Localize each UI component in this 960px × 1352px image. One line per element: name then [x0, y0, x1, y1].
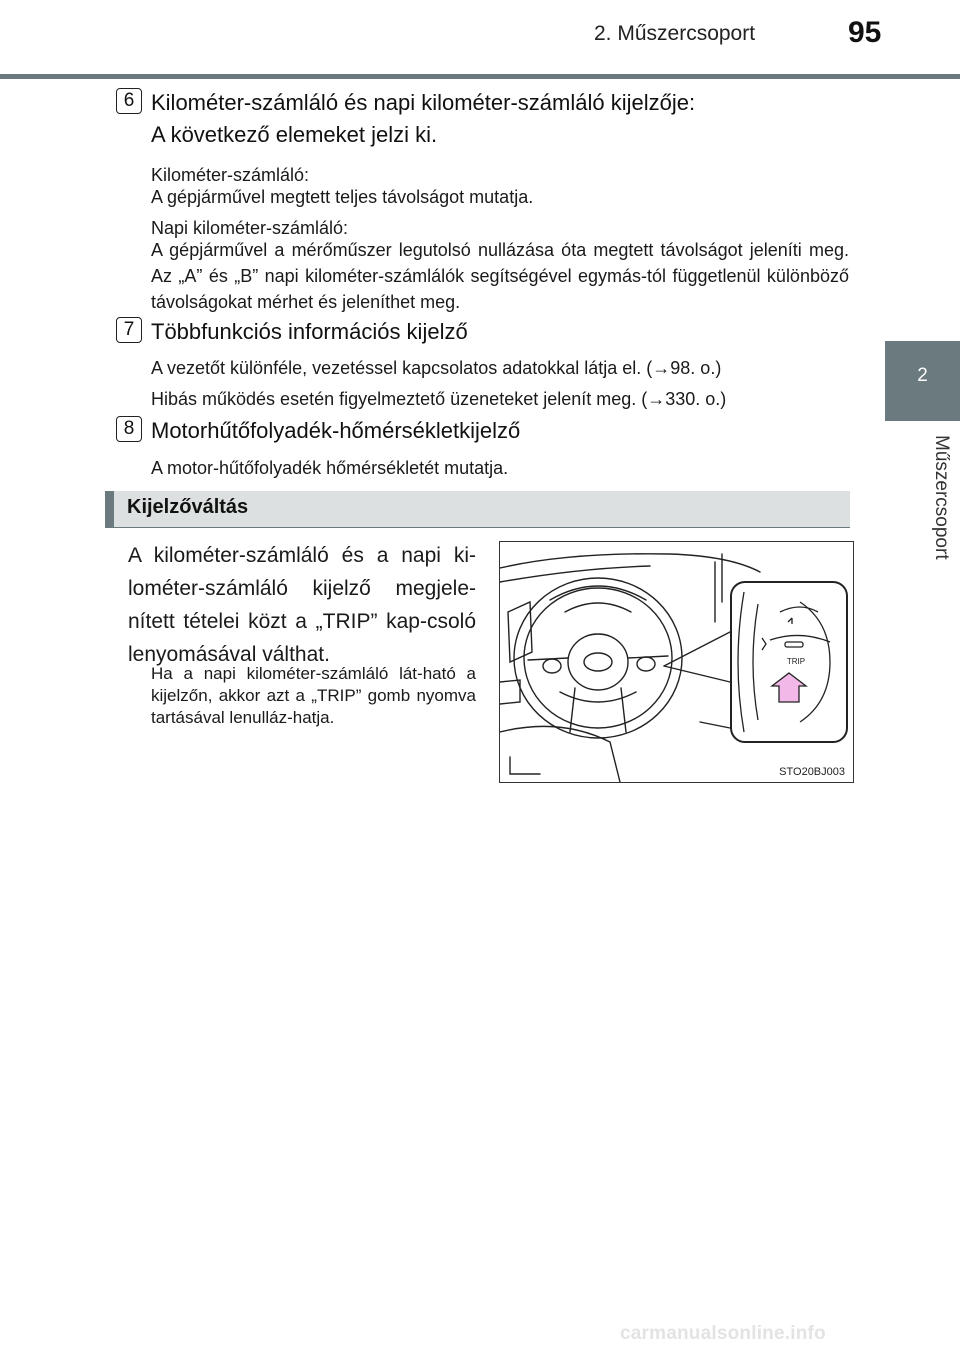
steering-wheel-drawing [500, 542, 853, 782]
item-6-odometer-label: Kilométer-számláló: [151, 165, 310, 185]
chapter-side-label-text: Műszercsoport [931, 435, 952, 560]
item-7-heading: Többfunkciós információs kijelző [151, 319, 468, 344]
chapter-tab [885, 341, 960, 421]
page-number: 95 [848, 16, 882, 49]
watermark: carmanualsonline.info [620, 1323, 826, 1344]
chapter-tab-number: 2 [917, 365, 928, 386]
section-header [105, 491, 850, 527]
item-badge-6: 6 [116, 88, 142, 114]
chapter-title: 2. Műszercsoport [594, 22, 756, 45]
figure-id: STO20BJ003 [779, 766, 845, 778]
section-title: Kijelzőváltás [127, 496, 249, 518]
item-7-text-2: Hibás működés esetén figyelmeztető üzeneteket jelenít meg. (→330. o.) [151, 389, 727, 409]
item-badge-8: 8 [116, 416, 142, 442]
section-note-text: Ha a napi kilométer-számláló lát-ható a kijelzőn, akkor azt a „TRIP” gomb nyomva tartásával lenulláz-hatja. [151, 664, 476, 727]
section-header-bar [105, 491, 114, 527]
item-badge-7: 7 [116, 317, 142, 343]
steering-wheel-illustration [499, 541, 854, 783]
item-6-heading: Kilométer-számláló és napi kilométer-számláló kijelzője: [151, 90, 696, 115]
header-rule [0, 74, 960, 79]
item-6-odometer-text: A gépjárművel megtett teljes távolságot mutatja. [151, 187, 534, 207]
section-rule [105, 527, 850, 528]
trip-button-label: TRIP [786, 657, 806, 666]
section-main-text: A kilométer-számláló és a napi ki-lométer-számláló kijelző megjele-nített tételei közt a „TRIP” kap-csoló lenyomásával válthat. [128, 544, 476, 666]
item-6-trip-text: A gépjárművel a mérőműszer legutolsó nullázása óta megtett távolságot jeleníti meg. Az „A” és „B” napi kilométer-számlálók segítségével egymás-tól függetlenül különböző távolságokat mérhet és jeleníthet meg. [151, 240, 849, 312]
item-7-text-1: A vezetőt különféle, vezetéssel kapcsolatos adatokkal látja el. (→98. o.) [151, 358, 722, 378]
chapter-side-label [880, 435, 960, 615]
item-6-trip-label: Napi kilométer-számláló: [151, 218, 349, 238]
item-6-subheading: A következő elemeket jelzi ki. [151, 122, 438, 147]
item-8-text: A motor-hűtőfolyadék hőmérsékletét mutatja. [151, 458, 509, 478]
item-8-heading: Motorhűtőfolyadék-hőmérsékletkijelző [151, 418, 521, 443]
